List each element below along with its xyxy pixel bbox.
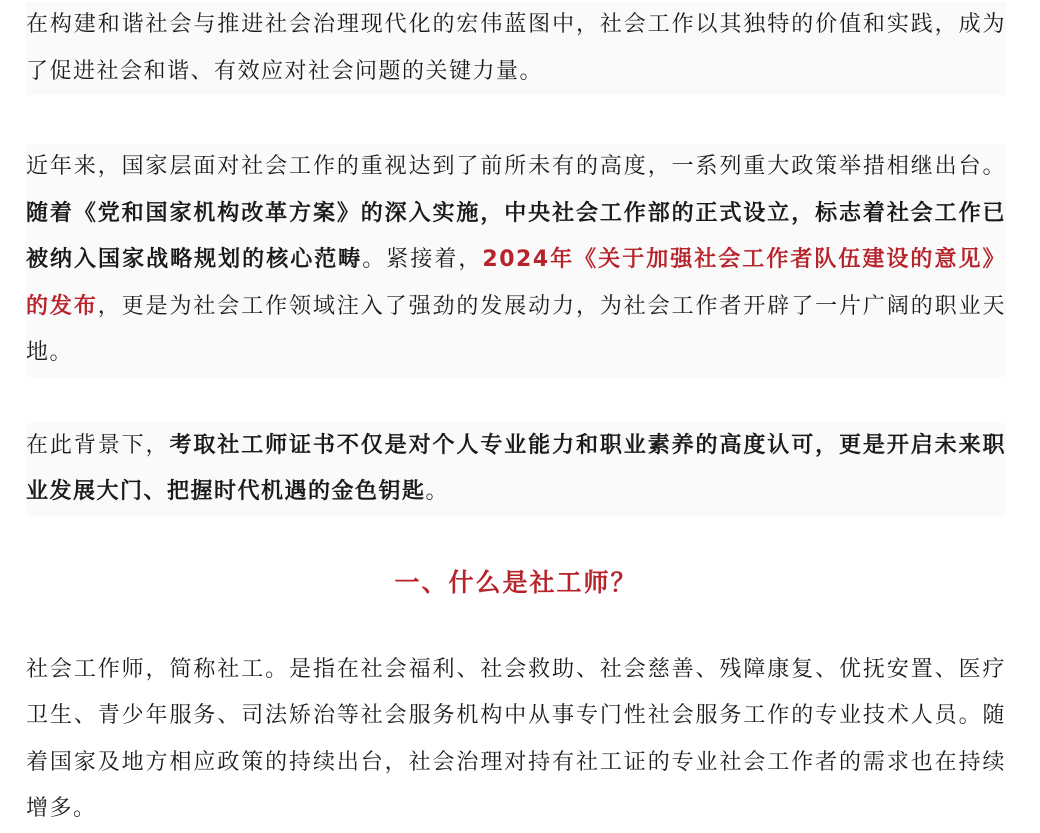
certificate-paragraph: [26, 423, 1006, 516]
policy-text-plain: 近年来，国家层面对社会工作的重视达到了前所未有的高度，一系列重大政策举措相继出台。: [26, 154, 1006, 179]
certificate-text-plain: 在此背景下，: [26, 432, 170, 458]
section-heading: 一、什么是社工师？: [394, 567, 638, 597]
policy-text-bold: 随着《党和国家机构改革方案》的深入实施，中央社会工作部的正式设立，标志着社会工作已被纳入国家战略规划的核心范畴: [26, 200, 1006, 272]
policy-paragraph: [26, 144, 1006, 377]
article: [26, 0, 1006, 833]
certificate-text-bold: 考取社工师证书不仅是对个人专业能力和职业素养的高度认可，更是开启未来职业发展大门、把握时代机遇的金色钥匙: [26, 432, 1006, 504]
definition-text: 社会工作师，简称社工。是指在社会福利、社会救助、社会慈善、残障康复、优抚安置、医疗卫生、青少年服务、司法矫治等社会服务机构中从事专门性社会服务工作的专业技术人员。随着国家及地方相应政策的持续出台，社会治理对持有社工证的专业社会工作者的需求也在持续增多。: [26, 656, 1006, 821]
certificate-text-ending: 。: [425, 479, 450, 504]
intro-text: 在构建和谐社会与推进社会治理现代化的宏伟蓝图中，社会工作以其独特的价值和实践，成为了促进社会和谐、有效应对社会问题的关键力量。: [26, 12, 1006, 84]
intro-paragraph: [26, 2, 1006, 95]
definition-paragraph: [26, 647, 1006, 833]
policy-text-ending: ，更是为社会工作领域注入了强劲的发展动力，为社会工作者开辟了一片广阔的职业天地。: [26, 293, 1006, 365]
policy-text-highlight: 2024年《关于加强社会工作者队伍建设的意见》的发布: [26, 247, 1006, 319]
policy-text-connector: 。紧接着，: [362, 247, 483, 272]
